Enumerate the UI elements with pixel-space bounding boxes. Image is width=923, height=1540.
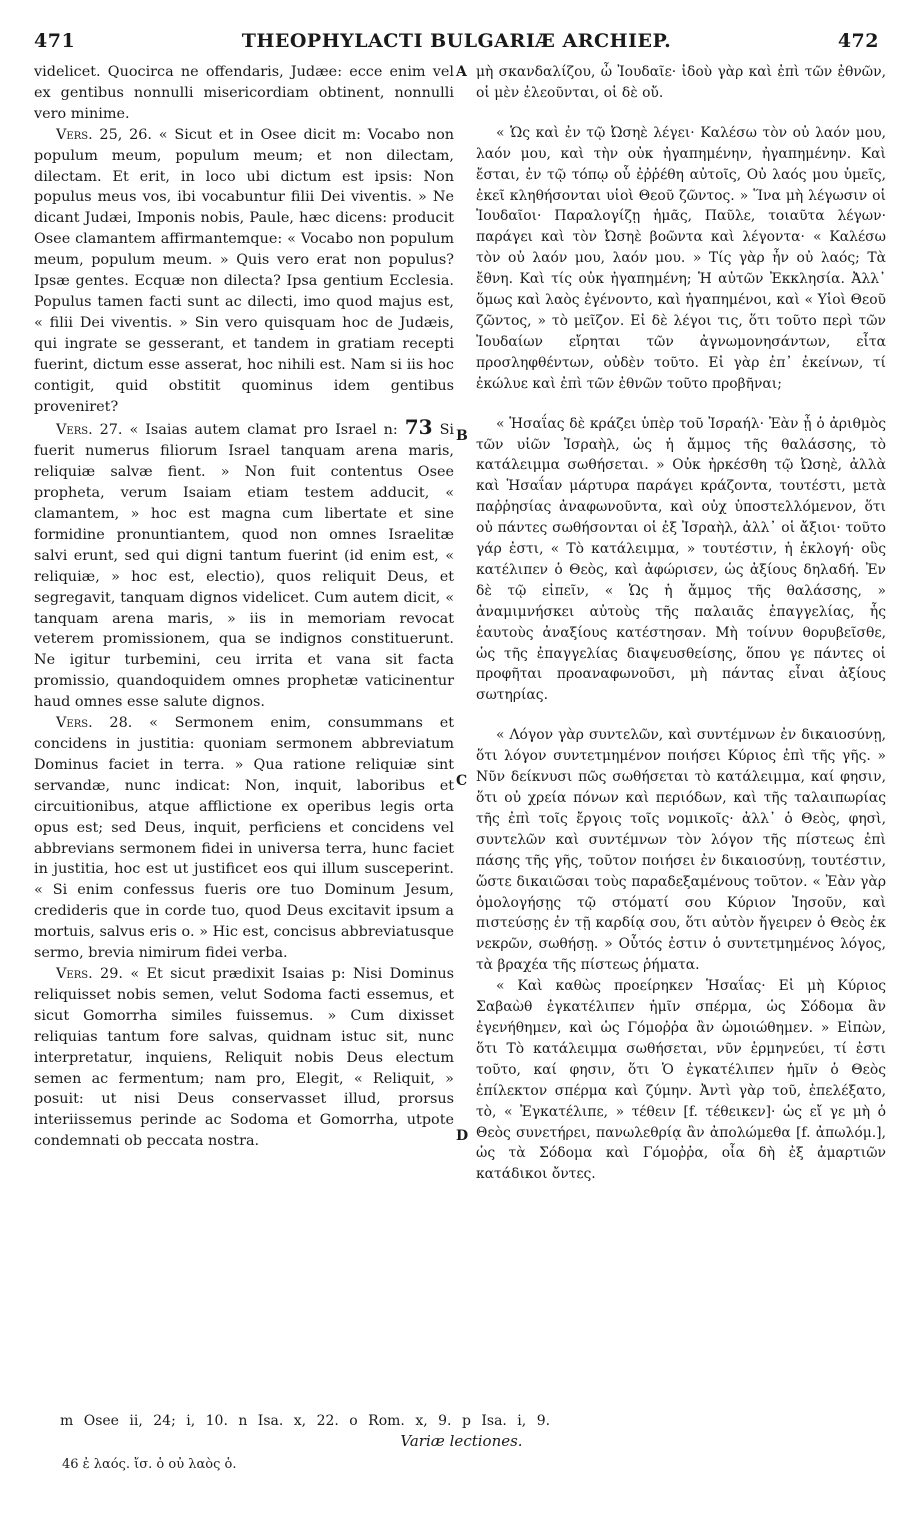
latin-verse-29: [34, 964, 454, 1152]
verse-text: « Et sicut prædixit Isaias p: Nisi Dominus reliquisset nobis semen, velut Sodoma facti essemus, et sicut Gomorrha similes fuissemus. » Cum dixisset reliquias tantum fore salvas, quidnam istuc sit, nunc interpretatur, inquiens, Reliquit nobis Deus electum semen ac fermentum; nam pro, Elegit, « Reliquit, » posuit: ut nisi Deus conservasset illud, prorsus interiissemus perinde ac Sodoma et Gomorrha, utpote condemnati ob peccata nostra.: [34, 965, 454, 1150]
greek-paragraph-2: « Ὡς καὶ ἐν τῷ Ὠσηὲ λέγει· Καλέσω τὸν οὐ λαόν μου, λαόν μου, καὶ τὴν οὐκ ἠγαπημένην, ἠγαπημένην. Καὶ ἔσται, ἐν τῷ τόπῳ οὗ ἐῤῥέθη αὐτοῖς, Οὐ λαός μου ὑμεῖς, ἐκεῖ κληθήσονται υἱοὶ Θεοῦ ζῶντος. » Ἵνα μὴ λέγωσιν οἱ Ἰουδαῖοι· Παραλογίζῃ ἡμᾶς, Παῦλε, τοιαῦτα λέγων· παράγει καὶ τὸν Ὠσηὲ βοῶντα καὶ λέγοντα· « Καλέσω τὸν οὐ λαόν μου, λαόν μου. » Τίς γὰρ ἦν οὐ λαός; Τὰ ἔθνη. Καὶ τίς οὐκ ἠγαπημένη; Ἡ αὐτῶν Ἐκκλησία. Ἀλλ᾽ ὅμως καὶ λαὸς ἐγένοντο, καὶ ἠγαπημένοι, καὶ « Υἱοὶ Θεοῦ ζῶντος, » τὸ μεῖζον. Εἰ δὲ λέγοι τις, ὅτι τοῦτο περὶ τῶν Ἰουδαίων εἴρηται τῶν ἀγνωμονησάντων, εἶτα προσληφθέντων, οὐδὲν τοῦτο. Εἰ γὰρ ἐπ᾽ ἐκείνων, τί ἐκώλυε καὶ ἐπὶ τῶν ἐθνῶν τοῦτο προβῆναι;: [476, 124, 886, 392]
greek-paragraph-5: « Καὶ καθὼς προείρηκεν Ἡσαΐας· Εἰ μὴ Κύριος Σαβαὼθ ἐγκατέλιπεν ἡμῖν σπέρμα, ὡς Σόδομα ἂν ἐγενήθημεν, καὶ ὡς Γόμοῤῥα ἂν ὡμοιώθημεν. » Εἰπὼν, ὅτι Τὸ κατάλειμμα σωθήσεται, νῦν ἑρμηνεύει, τί ἐστι τοῦτο, καί φησιν, ὅτι Ὁ ἐγκατέλιπεν ἡμῖν ὁ Θεὸς ἐπίλεκτον σπέρμα καὶ ζύμην. Ἀντὶ γὰρ τοῦ, ἐπελέξατο, τὸ, « Ἐγκατέλιπε, » τέθειν [f. τέθεικεν]· ὡς εἴ γε μὴ ὁ Θεὸς συνετήρει, πανωλεθρίᾳ ἂν ἀπολώμεθα [f. ἀπωλόμ.], ὡς τὰ Σόδομα καὶ Γόμοῤῥα, οἷα δὴ ἐξ ἁμαρτιῶν κατάδικοι ὄντες.: [476, 978, 886, 1183]
footnote-p: p Isa. i, 9.: [461, 1413, 551, 1429]
column-number: 73: [404, 415, 433, 440]
margin-letter-a: A: [456, 64, 467, 80]
verse-text: « Isaias autem clamat pro Israel n:: [129, 422, 398, 439]
verse-label: Vers. 27.: [56, 422, 123, 439]
page-number-left: 471: [34, 30, 76, 52]
greek-column: [476, 62, 886, 1185]
running-header: [34, 30, 879, 58]
page-number-right: 472: [837, 30, 879, 52]
verse-label: Vers. 25, 26.: [56, 126, 152, 143]
verse-text: « Sermonem enim, consummans et concidens in justitia: quoniam sermonem abbreviatum Dominus faciet in terra. » Qua ratione reliquiæ sint servandæ, nunc indicat: Non, inquit, laboribus et circuitionibus, atque afflictione ex operibus legis orta opus est; sed Deus, inquit, perficiens et concidens vel abbrevians sermonem fidei in universa terra, hunc faciet in justitia, hoc est ut justificet eos qui illum susceperint. « Si enim confessus fueris ore tuo Dominum Jesum, credideris que in corde tuo, quod Deus excitavit ipsum a mortuis, salvus eris o. » Hic est, concisus abbreviatusque sermo, brevia nimirum fidei verba.: [34, 715, 454, 962]
running-title: THEOPHYLACTI BULGARIÆ ARCHIEP.: [241, 30, 672, 52]
verse-text-cont: Si fuerit numerus filiorum Israel tanquam arena maris, reliquiæ salvæ fient. » Non fuit contentus Osee propheta, verum Isaiam etiam testem adducit, « clamantem, » hoc est magna cum libertate et sine formidine pronuntiantem, quod non omnes Israelitæ salvi erunt, sed qui digni tantum fuerint (id enim est, « reliquiæ, » hoc est, electio), quos reliquit Deus, et segregavit, tanquam dignos videlicet. Cum autem dicit, « tanquam arena maris, » iis in memoriam revocat veterem promissionem, qua se indignos constituerunt. Ne igitur turbemini, ceu irrita et vana sit facta promissio, quandoquidem omnes prophetæ vaticinentur haud omnes esse salute dignos.: [34, 422, 455, 711]
verse-label: Vers. 29.: [56, 965, 123, 982]
latin-column: [34, 62, 454, 1152]
margin-letter-c: C: [456, 773, 468, 789]
margin-letter-d: D: [456, 1128, 469, 1144]
footnotes: [60, 1411, 760, 1431]
variant-reading: 46 ἐ λαός. ἴσ. ὁ οὐ λαὸς ὁ.: [62, 1457, 237, 1472]
greek-paragraph-3: « Ἡσαΐας δὲ κράζει ὑπὲρ τοῦ Ἰσραήλ· Ἐὰν ᾖ ὁ ἀριθμὸς τῶν υἱῶν Ἰσραὴλ, ὡς ἡ ἄμμος τῆς θαλάσσης, τὸ κατάλειμμα σωθήσεται. » Οὐκ ἠρκέσθη τῷ Ὠσηὲ, ἀλλὰ καὶ Ἡσαΐαν μάρτυρα παράγει κράζοντα, τουτέστι, μετὰ παῤῥησίας ἀναφωνοῦντα, καὶ οὐχ ὑποστελλόμενον, ὅτι οὐ πάντες σωθήσονται οἱ ἐξ Ἰσραὴλ, ἀλλ᾽ οἱ ἄξιοι· τοῦτο γάρ ἐστι, « Τὸ κατάλειμμα, » τουτέστιν, ἡ ἐκλογή· οὓς κατέλιπεν ὁ Θεὸς, καὶ ἀφώρισεν, ὡς ἀξίους δηλαδή. Ἐν δὲ τῷ εἰπεῖν, « Ὡς ἡ ἄμμος τῆς θαλάσσης, » ἀναμιμνήσκει αὐτοὺς τῆς παλαιᾶς ἐπαγγελίας, ἧς ἑαυτοὺς ἀναξίους κατέστησαν. Μὴ τοίνυν θορυβεῖσθε, ὡς τῆς ἐπαγγελίας διαψευσθείσης, ὅπου γε πάντες οἱ προφῆται προαναφωνοῦσι, μὴ πάντας εἶναι ἀξίους σωτηρίας.: [476, 415, 886, 704]
margin-letter-b: B: [456, 428, 468, 444]
footnote-n: n Isa. x, 22.: [238, 1413, 339, 1429]
greek-paragraph-4: « Λόγον γὰρ συντελῶν, καὶ συντέμνων ἐν δικαιοσύνῃ, ὅτι λόγον συντετμημένον ποιήσει Κύριος ἐπὶ τῆς γῆς. » Νῦν δείκνυσι πῶς σωθήσεται τὸ κατάλειμμα, καί φησιν, ὅτι οὐ χρεία πόνων καὶ περιόδων, καὶ τῆς ταλαιπωρίας τῆς ἐπὶ τοῖς ἔργοις τοῖς νομικοῖς· ἀλλ᾽ ὁ Θεὸς, φησὶ, συντελῶν καὶ συντέμνων τὸν λόγον τῆς πίστεως ἐπὶ πάσης τῆς γῆς, τοῦτον ποιήσει ἐν δικαιοσύνῃ, τουτέστιν, ὥστε δικαιῶσαι τοὺς παραδεξαμένους τοῦτον. « Ἐὰν γὰρ ὁμολογήσῃς τῷ στόματί σου Κύριον Ἰησοῦν, καὶ πιστεύσῃς ἐν τῇ καρδίᾳ σου, ὅτι αὐτὸν ἤγειρεν ὁ Θεὸς ἐκ νεκρῶν, σωθήσῃ. » Οὗτός ἐστιν ὁ συντετμημένος λόγος, τὰ βραχέα τῆς πίστεως ῥήματα.: [476, 727, 886, 974]
latin-verse-27: [34, 417, 454, 713]
footnote-o: o Rom. x, 9.: [349, 1413, 452, 1429]
greek-paragraph-1: μὴ σκανδαλίζου, ὦ Ἰουδαῖε· ἰδοὺ γὰρ καὶ ἐπὶ τῶν ἐθνῶν, οἱ μὲν ἐλεοῦνται, οἱ δὲ οὔ.: [476, 64, 886, 101]
verse-text: « Sicut et in Osee dicit m: Vocabo non populum meum, populum meum; et non dilectam, dilectam. Et erit, in loco ubi dictum est ipsis: Non populus meus vos, ibi vocabuntur filii Dei viventis. » Ne dicant Judæi, Imponis nobis, Paule, hæc dicens: producit Osee clamantem affirmantemque: « Vocabo non populum meum, populum meum. » Quis vero erat non populus? Ipsæ gentes. Ecquæ non dilecta? Ipsa gentium Ecclesia. Populus tamen facti sunt ac dilecti, imo quod majus est, « filii Dei viventis. » Sin vero quisquam hoc de Judæis, qui ingrate se gesserant, et tandem in gratiam recepti fuerint, dictum esse asserat, hoc nihili est. Nam si iis hoc contigit, quid obstitit quominus idem gentibus proveniret?: [34, 126, 455, 415]
verse-label: Vers. 28.: [56, 715, 133, 732]
latin-verse-28: [34, 713, 454, 964]
latin-verse-25-26: [34, 125, 454, 418]
footnote-m: m Osee ii, 24; i, 10.: [60, 1413, 228, 1429]
latin-paragraph-1: videlicet. Quocirca ne offendaris, Judæe: ecce enim vel ex gentibus nonnulli misericordiam obtinent, nonnulli vero minime.: [34, 64, 454, 122]
variae-lectiones-heading: Variæ lectiones.: [400, 1432, 523, 1450]
